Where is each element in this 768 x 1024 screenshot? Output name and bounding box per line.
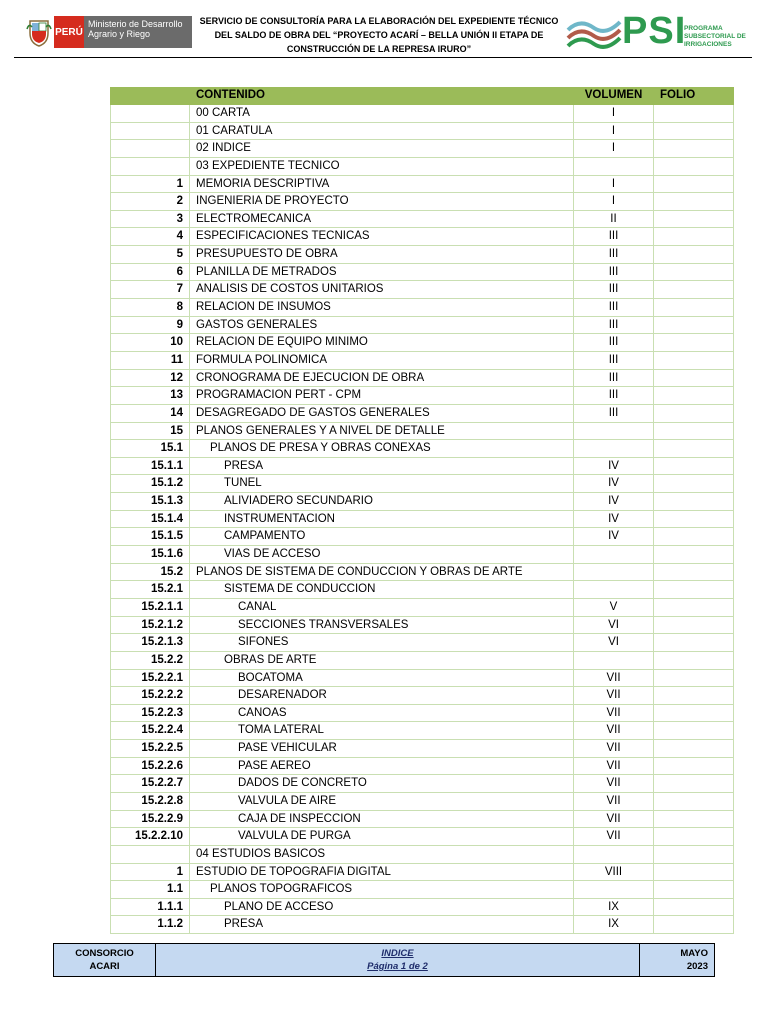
row-number: 15.1.4 <box>110 511 190 528</box>
table-row <box>110 211 734 229</box>
table-row <box>110 228 734 246</box>
row-content: PRESA <box>190 916 574 933</box>
row-folio <box>654 740 734 757</box>
row-content: DADOS DE CONCRETO <box>190 775 574 792</box>
ministry-name: Ministerio de Desarrollo Agrario y Riego <box>84 16 192 48</box>
table-row <box>110 317 734 335</box>
table-row <box>110 334 734 352</box>
table-row <box>110 423 734 441</box>
row-folio <box>654 511 734 528</box>
row-number: 15.2.2.1 <box>110 670 190 687</box>
header-number-cell <box>110 87 190 105</box>
row-volume: I <box>574 105 654 122</box>
row-content: BOCATOMA <box>190 670 574 687</box>
row-number <box>110 846 190 863</box>
table-row <box>110 617 734 635</box>
table-row <box>110 440 734 458</box>
peru-ministry-logo <box>24 16 192 48</box>
table-row <box>110 246 734 264</box>
row-content: VALVULA DE AIRE <box>190 793 574 810</box>
row-volume: VIII <box>574 864 654 881</box>
row-content: CAMPAMENTO <box>190 528 574 545</box>
row-folio <box>654 546 734 563</box>
row-content: 04 ESTUDIOS BASICOS <box>190 846 574 863</box>
row-number: 15.2.1.1 <box>110 599 190 616</box>
row-content: ANALISIS DE COSTOS UNITARIOS <box>190 281 574 298</box>
row-content: INSTRUMENTACION <box>190 511 574 528</box>
header-volumen: VOLUMEN <box>574 87 654 105</box>
row-content: RELACION DE INSUMOS <box>190 299 574 316</box>
row-folio <box>654 493 734 510</box>
row-content: ELECTROMECANICA <box>190 211 574 228</box>
row-number: 15.2.1.2 <box>110 617 190 634</box>
row-folio <box>654 670 734 687</box>
row-folio <box>654 317 734 334</box>
footer-company-line-2: ACARI <box>89 961 120 972</box>
table-row <box>110 299 734 317</box>
row-folio <box>654 352 734 369</box>
table-row <box>110 864 734 882</box>
row-content: INGENIERIA DE PROYECTO <box>190 193 574 210</box>
table-row <box>110 387 734 405</box>
row-number: 15.1 <box>110 440 190 457</box>
row-folio <box>654 899 734 916</box>
row-volume: VI <box>574 617 654 634</box>
row-volume <box>574 581 654 598</box>
table-row <box>110 599 734 617</box>
row-content: 00 CARTA <box>190 105 574 122</box>
row-volume: III <box>574 246 654 263</box>
table-row <box>110 511 734 529</box>
peru-shield-icon <box>24 16 54 48</box>
table-row <box>110 176 734 194</box>
psi-wordmark: PSI <box>622 10 687 52</box>
table-row <box>110 740 734 758</box>
row-volume: III <box>574 299 654 316</box>
row-content: CANOAS <box>190 705 574 722</box>
row-content: SIFONES <box>190 634 574 651</box>
table-row <box>110 793 734 811</box>
row-content: PASE AEREO <box>190 758 574 775</box>
row-volume: V <box>574 599 654 616</box>
table-row <box>110 846 734 864</box>
row-folio <box>654 228 734 245</box>
row-number: 15.1.1 <box>110 458 190 475</box>
row-number: 15 <box>110 423 190 440</box>
table-row <box>110 158 734 176</box>
contents-table <box>110 87 734 934</box>
row-number: 12 <box>110 370 190 387</box>
row-folio <box>654 881 734 898</box>
footer-month: MAYO <box>680 948 708 959</box>
row-number: 3 <box>110 211 190 228</box>
row-folio <box>654 423 734 440</box>
page-header <box>0 0 768 60</box>
row-folio <box>654 652 734 669</box>
row-number: 14 <box>110 405 190 422</box>
row-folio <box>654 846 734 863</box>
row-number: 15.1.6 <box>110 546 190 563</box>
row-volume <box>574 846 654 863</box>
row-folio <box>654 564 734 581</box>
row-content: ESPECIFICACIONES TECNICAS <box>190 228 574 245</box>
row-content: PLANILLA DE METRADOS <box>190 264 574 281</box>
row-number: 9 <box>110 317 190 334</box>
footer-year: 2023 <box>686 961 708 972</box>
document-title <box>194 14 564 56</box>
row-number: 1.1 <box>110 881 190 898</box>
row-folio <box>654 617 734 634</box>
row-number: 15.2.2.2 <box>110 687 190 704</box>
table-row <box>110 564 734 582</box>
row-content: SISTEMA DE CONDUCCION <box>190 581 574 598</box>
row-volume <box>574 652 654 669</box>
row-folio <box>654 370 734 387</box>
row-folio <box>654 176 734 193</box>
table-row <box>110 705 734 723</box>
row-content: VALVULA DE PURGA <box>190 828 574 845</box>
row-number <box>110 158 190 175</box>
row-number: 15.2.2.3 <box>110 705 190 722</box>
row-number: 15.2.2 <box>110 652 190 669</box>
table-row <box>110 123 734 141</box>
row-content: DESARENADOR <box>190 687 574 704</box>
row-content: PLANOS DE PRESA Y OBRAS CONEXAS <box>190 440 574 457</box>
table-row <box>110 352 734 370</box>
table-row <box>110 722 734 740</box>
row-volume: VII <box>574 687 654 704</box>
row-folio <box>654 705 734 722</box>
row-number: 15.2.2.6 <box>110 758 190 775</box>
row-volume: III <box>574 264 654 281</box>
row-volume: VII <box>574 722 654 739</box>
row-folio <box>654 405 734 422</box>
table-row <box>110 140 734 158</box>
row-volume <box>574 881 654 898</box>
row-number: 1 <box>110 176 190 193</box>
row-volume: VII <box>574 828 654 845</box>
row-volume: III <box>574 317 654 334</box>
row-folio <box>654 758 734 775</box>
row-content: ESTUDIO DE TOPOGRAFIA DIGITAL <box>190 864 574 881</box>
row-folio <box>654 775 734 792</box>
row-number: 1.1.1 <box>110 899 190 916</box>
psi-waves-icon <box>566 10 622 52</box>
row-folio <box>654 599 734 616</box>
row-content: FORMULA POLINOMICA <box>190 352 574 369</box>
row-folio <box>654 916 734 933</box>
table-row <box>110 193 734 211</box>
row-volume: III <box>574 370 654 387</box>
row-number: 11 <box>110 352 190 369</box>
row-content: PASE VEHICULAR <box>190 740 574 757</box>
row-volume: VII <box>574 793 654 810</box>
row-volume: I <box>574 176 654 193</box>
row-folio <box>654 123 734 140</box>
row-folio <box>654 864 734 881</box>
table-row <box>110 775 734 793</box>
row-number: 5 <box>110 246 190 263</box>
row-content: PLANO DE ACCESO <box>190 899 574 916</box>
table-row <box>110 828 734 846</box>
page-footer <box>53 943 715 977</box>
row-volume: VII <box>574 775 654 792</box>
header-folio: FOLIO <box>654 87 734 105</box>
row-volume: I <box>574 123 654 140</box>
row-folio <box>654 264 734 281</box>
row-content: ALIVIADERO SECUNDARIO <box>190 493 574 510</box>
row-folio <box>654 793 734 810</box>
row-number: 15.2.1 <box>110 581 190 598</box>
row-number: 15.2.2.5 <box>110 740 190 757</box>
row-volume <box>574 564 654 581</box>
table-row <box>110 281 734 299</box>
row-volume: IV <box>574 475 654 492</box>
table-row <box>110 546 734 564</box>
row-content: TOMA LATERAL <box>190 722 574 739</box>
row-volume: IV <box>574 458 654 475</box>
row-folio <box>654 811 734 828</box>
row-number: 15.2 <box>110 564 190 581</box>
row-volume: IV <box>574 511 654 528</box>
row-volume: VII <box>574 705 654 722</box>
row-content: 02 INDICE <box>190 140 574 157</box>
row-folio <box>654 458 734 475</box>
table-header-row <box>110 87 734 105</box>
table-row <box>110 458 734 476</box>
row-content: GASTOS GENERALES <box>190 317 574 334</box>
row-folio <box>654 387 734 404</box>
row-folio <box>654 634 734 651</box>
row-content: VIAS DE ACCESO <box>190 546 574 563</box>
row-number: 2 <box>110 193 190 210</box>
row-volume <box>574 440 654 457</box>
row-folio <box>654 193 734 210</box>
row-number <box>110 140 190 157</box>
title-line-1: SERVICIO DE CONSULTORÍA PARA LA ELABORACIÓN DEL EXPEDIENTE TÉCNICO <box>199 16 559 26</box>
row-folio <box>654 246 734 263</box>
row-volume: IV <box>574 528 654 545</box>
title-line-3: CONSTRUCCIÓN DE LA REPRESA IRURO” <box>286 44 472 54</box>
row-folio <box>654 140 734 157</box>
row-volume: VI <box>574 634 654 651</box>
psi-logo <box>566 10 746 52</box>
row-volume: III <box>574 228 654 245</box>
row-content: PLANOS GENERALES Y A NIVEL DE DETALLE <box>190 423 574 440</box>
table-row <box>110 370 734 388</box>
row-volume: III <box>574 352 654 369</box>
row-volume: I <box>574 193 654 210</box>
table-row <box>110 493 734 511</box>
row-folio <box>654 475 734 492</box>
table-row <box>110 687 734 705</box>
footer-date <box>640 944 714 976</box>
table-row <box>110 811 734 829</box>
row-content: PROGRAMACION PERT - CPM <box>190 387 574 404</box>
row-folio <box>654 158 734 175</box>
table-row <box>110 916 734 934</box>
psi-subtitle: PROGRAMA SUBSECTORIAL DE IRRIGACIONES <box>684 25 746 48</box>
row-folio <box>654 211 734 228</box>
header-divider <box>14 57 752 58</box>
row-content: PRESA <box>190 458 574 475</box>
row-number: 10 <box>110 334 190 351</box>
footer-company <box>54 944 156 976</box>
row-number: 15.1.3 <box>110 493 190 510</box>
table-row <box>110 881 734 899</box>
table-row <box>110 528 734 546</box>
row-content: PRESUPUESTO DE OBRA <box>190 246 574 263</box>
row-volume: I <box>574 140 654 157</box>
row-number: 15.2.2.4 <box>110 722 190 739</box>
row-content: SECCIONES TRANSVERSALES <box>190 617 574 634</box>
table-row <box>110 264 734 282</box>
row-folio <box>654 281 734 298</box>
row-number: 15.2.2.7 <box>110 775 190 792</box>
row-number: 7 <box>110 281 190 298</box>
row-folio <box>654 828 734 845</box>
row-folio <box>654 440 734 457</box>
row-folio <box>654 299 734 316</box>
row-content: DESAGREGADO DE GASTOS GENERALES <box>190 405 574 422</box>
row-number: 15.2.2.8 <box>110 793 190 810</box>
row-volume <box>574 423 654 440</box>
row-number: 4 <box>110 228 190 245</box>
footer-section <box>156 944 640 976</box>
row-volume: VII <box>574 758 654 775</box>
row-content: PLANOS DE SISTEMA DE CONDUCCION Y OBRAS DE ARTE <box>190 564 574 581</box>
peru-label: PERÚ <box>54 16 84 48</box>
row-content: 01 CARATULA <box>190 123 574 140</box>
row-content: OBRAS DE ARTE <box>190 652 574 669</box>
row-volume: III <box>574 334 654 351</box>
row-number: 15.2.2.10 <box>110 828 190 845</box>
row-number: 13 <box>110 387 190 404</box>
title-line-2: DEL SALDO DE OBRA DEL “PROYECTO ACARÍ – BELLA UNIÓN II ETAPA DE <box>214 30 544 40</box>
row-content: CANAL <box>190 599 574 616</box>
table-row <box>110 105 734 123</box>
row-number: 15.2.2.9 <box>110 811 190 828</box>
row-volume: III <box>574 387 654 404</box>
table-row <box>110 758 734 776</box>
row-number: 15.1.5 <box>110 528 190 545</box>
footer-page-number: Página 1 de 2 <box>367 961 428 972</box>
row-volume: VII <box>574 811 654 828</box>
table-row <box>110 634 734 652</box>
row-content: 03 EXPEDIENTE TECNICO <box>190 158 574 175</box>
row-volume <box>574 546 654 563</box>
row-content: MEMORIA DESCRIPTIVA <box>190 176 574 193</box>
row-folio <box>654 722 734 739</box>
row-number <box>110 123 190 140</box>
row-number: 1.1.2 <box>110 916 190 933</box>
row-volume: II <box>574 211 654 228</box>
table-row <box>110 475 734 493</box>
table-row <box>110 405 734 423</box>
row-content: CRONOGRAMA DE EJECUCION DE OBRA <box>190 370 574 387</box>
row-number: 8 <box>110 299 190 316</box>
row-volume: IX <box>574 916 654 933</box>
table-row <box>110 652 734 670</box>
row-folio <box>654 334 734 351</box>
row-content: PLANOS TOPOGRAFICOS <box>190 881 574 898</box>
row-volume: IV <box>574 493 654 510</box>
row-volume: VII <box>574 740 654 757</box>
row-volume: III <box>574 281 654 298</box>
row-volume <box>574 158 654 175</box>
row-volume: III <box>574 405 654 422</box>
row-number: 6 <box>110 264 190 281</box>
row-folio <box>654 687 734 704</box>
row-number <box>110 105 190 122</box>
row-volume: IX <box>574 899 654 916</box>
footer-section-title: INDICE <box>381 948 414 959</box>
row-content: CAJA DE INSPECCION <box>190 811 574 828</box>
row-number: 15.1.2 <box>110 475 190 492</box>
footer-company-line-1: CONSORCIO <box>75 948 134 959</box>
header-contenido: CONTENIDO <box>190 87 574 105</box>
row-content: RELACION DE EQUIPO MINIMO <box>190 334 574 351</box>
table-row <box>110 670 734 688</box>
row-number: 1 <box>110 864 190 881</box>
row-volume: VII <box>574 670 654 687</box>
row-content: TUNEL <box>190 475 574 492</box>
table-row <box>110 581 734 599</box>
row-folio <box>654 105 734 122</box>
row-number: 15.2.1.3 <box>110 634 190 651</box>
row-folio <box>654 528 734 545</box>
row-folio <box>654 581 734 598</box>
table-row <box>110 899 734 917</box>
